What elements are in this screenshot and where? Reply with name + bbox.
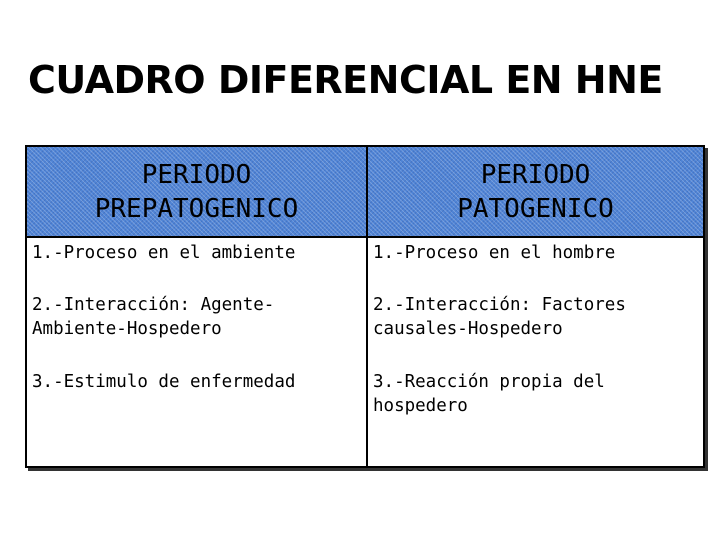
column-divider	[366, 147, 368, 466]
header-pathogenic-period	[368, 147, 703, 238]
comparison-table	[25, 145, 705, 468]
table-cell: 2.-Interacción: Agente- Ambiente-Hospedero	[32, 295, 275, 339]
header-label: PERIODO PATOGENICO	[457, 159, 614, 224]
table-cell: 2.-Interacción: Factores causales-Hospedero	[373, 295, 626, 339]
header-prepathogenic-period	[27, 147, 366, 238]
table-cell: 3.-Estimulo de enfermedad	[32, 372, 296, 392]
header-label: PERIODO PREPATOGENICO	[94, 159, 299, 224]
table-cell: 1.-Proceso en el ambiente	[32, 243, 296, 263]
table-cell: 1.-Proceso en el hombre	[373, 243, 616, 263]
table-cell: 3.-Reacción propia del hospedero	[373, 372, 605, 416]
page-title: CUADRO DIFERENCIAL EN HNE	[28, 58, 663, 102]
